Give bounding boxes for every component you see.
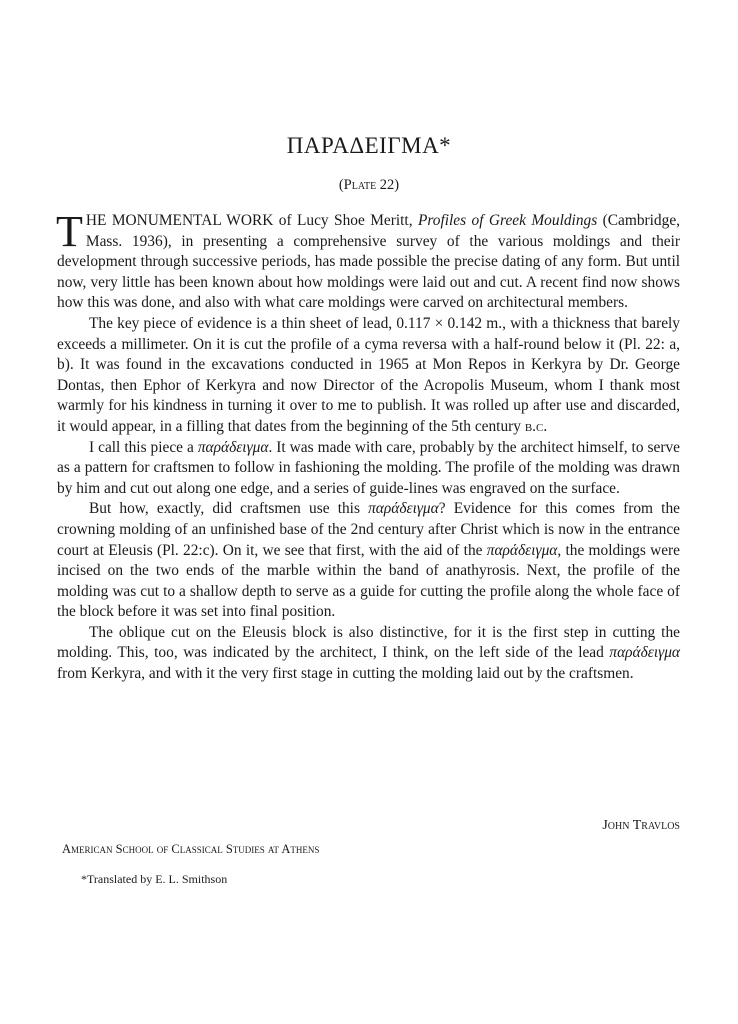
greek-term: παράδειγμα	[486, 541, 558, 559]
paragraph-4-before: But how, exactly, did craftsmen use this	[89, 500, 369, 518]
paragraph-4-middle: ? Evidence for this comes from the crowning molding of an unfinished base of the 2nd century after Christ which is now in the entrance court at Eleusis (Pl. 22:c). On it, we see that first, with the aid of the	[57, 500, 680, 559]
paragraph-1	[56, 207, 680, 314]
paragraph-1-rest: (Cambridge, Mass. 1936), in presenting a comprehensive survey of the various moldings and their development through successive periods, has made possible the precise dating of any form. But until now, very little has been known about how moldings were laid out and cut. A recent find now shows how this was done, and also with what care moldings were carved on architectural members.	[57, 212, 680, 312]
paragraph-3-before: I call this piece a	[89, 438, 198, 456]
greek-term: παράδειγμα	[197, 438, 269, 456]
paragraph-3	[57, 438, 680, 500]
drop-cap: T	[56, 207, 83, 256]
paragraph-2-text: The key piece of evidence is a thin sheet of lead, 0.117 × 0.142 m., with a thickness that barely exceeds a millimeter. On it is cut the profile of a cyma reversa with a half-round below it (Pl. 22: a, b). It was found in the excavations conducted in 1965 at Mon Repos in Kerkyra by Dr. George Dontas, then Ephor of Kerkyra and now Director of the Acropolis Museum, whom I thank most warmly for his kindness in turning it over to me to publish. It was rolled up after use and discarded, it would appear, in a filling that dates from the beginning of the 5th century	[57, 314, 680, 435]
author-name: John Travlos	[602, 818, 680, 833]
author-affiliation: American School of Classical Studies at Athens	[62, 842, 320, 856]
footnote: *Translated by E. L. Smithson	[81, 872, 228, 886]
paragraph-5	[57, 623, 680, 685]
book-title: Profiles of Greek Mouldings	[417, 212, 598, 229]
greek-term: παράδειγμα	[609, 644, 680, 662]
paragraph-4	[57, 499, 680, 623]
paragraph-5-before: The oblique cut on the Eleusis block is also distinctive, for it is the first step in cutting the molding. This, too, was indicated by the architect, I think, on the left side of the lead	[57, 623, 680, 662]
plate-reference: (Plate 22)	[338, 177, 400, 193]
paragraph-1-lead: HE MONUMENTAL WORK of Lucy Shoe Meritt,	[85, 212, 418, 229]
era-abbreviation: b.c.	[524, 417, 548, 435]
paragraph-4-after: , the moldings were incised on the two ends of the marble within the band of anathyrosis. Next, the profile of the molding was cut to a shallow depth to serve as a guide for cutting the profile along the whole face of the block before it was set into final position.	[57, 541, 681, 621]
article-body	[56, 207, 681, 685]
paragraph-3-after: . It was made with care, probably by the architect himself, to serve as a pattern for craftsmen to follow in fashioning the molding. The profile of the molding was drawn by him and cut out along one edge, and a series of guide-lines was engraved on the surface.	[57, 438, 680, 497]
greek-term: παράδειγμα	[368, 500, 439, 518]
paragraph-2	[57, 314, 680, 438]
article-title: ΠΑΡΑΔΕΙΓΜΑ*	[286, 133, 452, 158]
paragraph-5-after: from Kerkyra, and with it the very first stage in cutting the molding laid out by the craftsmen.	[57, 665, 634, 683]
